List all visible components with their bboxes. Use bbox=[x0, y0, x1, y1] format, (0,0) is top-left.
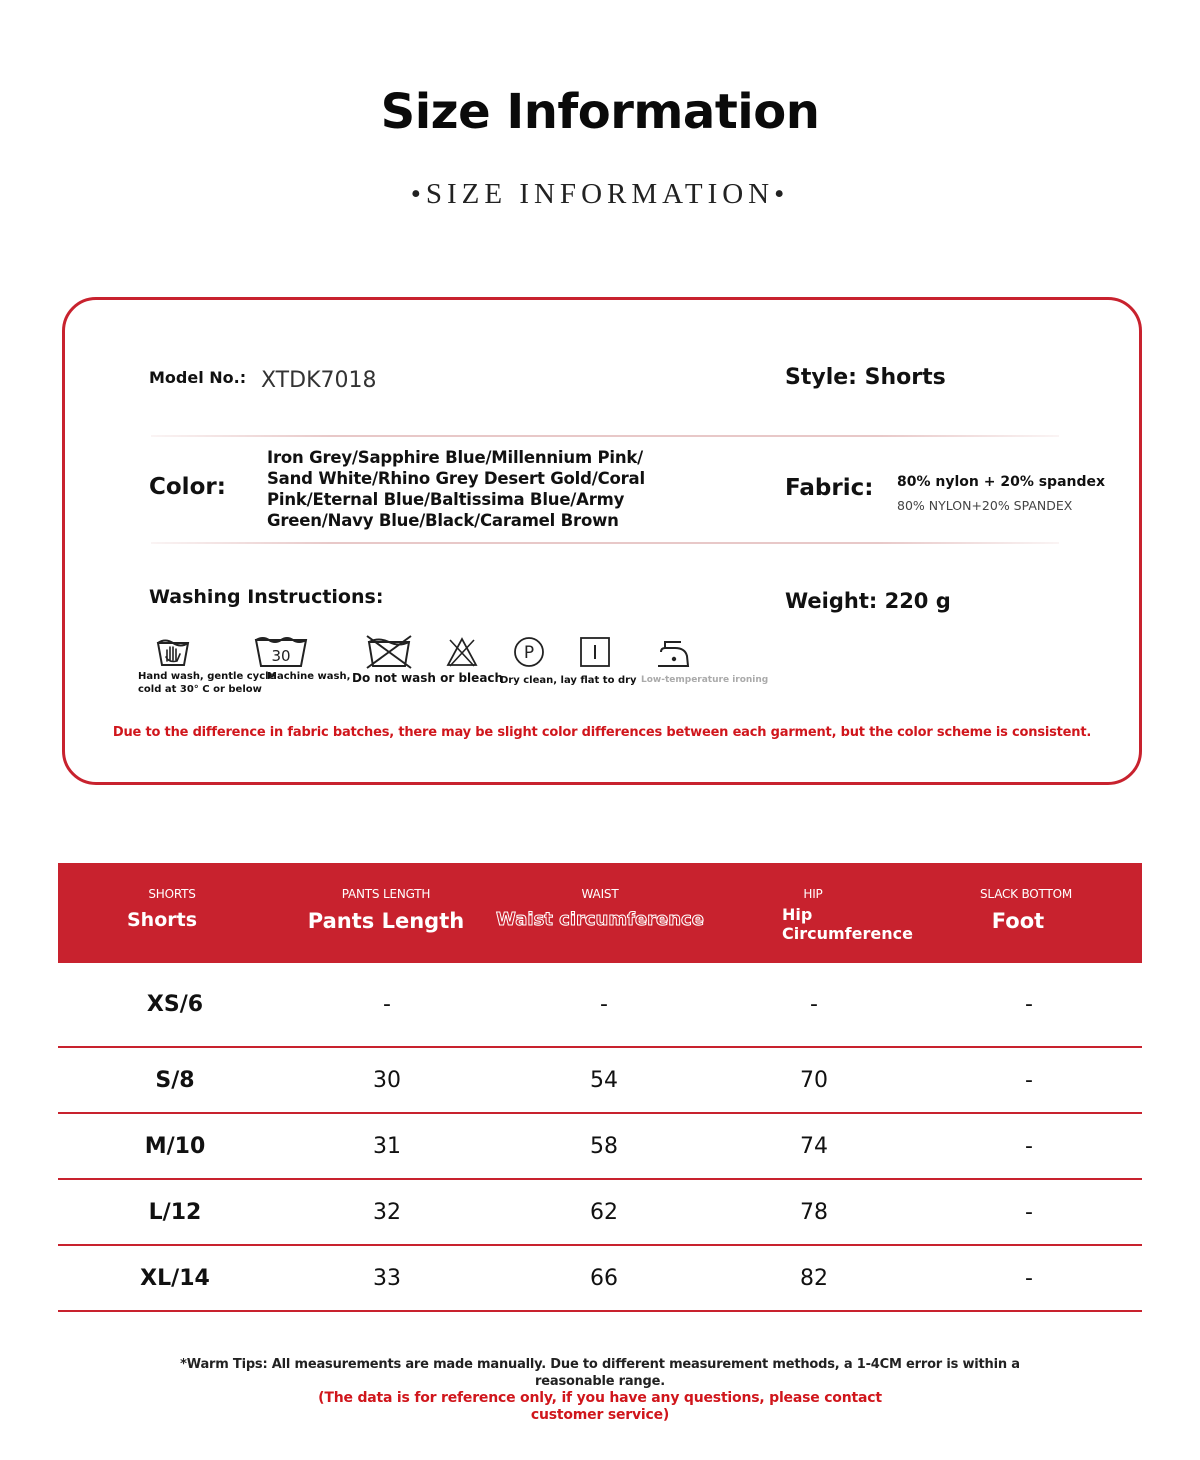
reference-note: (The data is for reference only, if you have any questions, please contact customer service) bbox=[318, 1390, 882, 1423]
wash-caption-5: Dry clean, lay flat to dry bbox=[500, 675, 637, 686]
model-label: Model No.: bbox=[149, 368, 247, 387]
fabric-value-caps: 80% NYLON+20% SPANDEX bbox=[897, 498, 1073, 513]
column-header-shorts bbox=[72, 863, 272, 963]
lay-flat-dry-icon bbox=[579, 636, 611, 668]
table-cell-waist: 54 bbox=[590, 1067, 618, 1093]
table-body bbox=[58, 963, 1142, 1312]
table-cell-hip: 74 bbox=[800, 1133, 828, 1159]
table-row bbox=[58, 1180, 1142, 1246]
wash-caption-2: Machine wash, bbox=[267, 671, 351, 682]
table-cell-size: XL/14 bbox=[140, 1265, 210, 1291]
table-cell-waist: 58 bbox=[590, 1133, 618, 1159]
column-header-hip bbox=[713, 863, 913, 963]
table-cell-length: 31 bbox=[373, 1133, 401, 1159]
table-cell-size: XS/6 bbox=[146, 992, 204, 1017]
table-cell-length: 32 bbox=[373, 1199, 401, 1225]
column-header-big: Waist circumference bbox=[496, 909, 704, 930]
machine-wash-30-icon bbox=[253, 636, 309, 668]
page-subtitle: •SIZE INFORMATION• bbox=[410, 178, 790, 210]
table-cell-size: L/12 bbox=[148, 1199, 202, 1225]
table-cell-length: - bbox=[383, 992, 391, 1017]
divider bbox=[151, 542, 1059, 544]
model-value: XTDK7018 bbox=[261, 368, 377, 393]
size-table bbox=[58, 863, 1142, 1312]
column-header-foot bbox=[926, 863, 1126, 963]
low-temp-iron-icon bbox=[655, 638, 691, 670]
dry-clean-p-icon bbox=[513, 636, 545, 668]
column-header-waist bbox=[480, 863, 720, 963]
column-header-big: Pants Length bbox=[307, 909, 465, 933]
wash-caption-1: Hand wash, gentle cycle bbox=[138, 671, 276, 682]
table-cell-foot: - bbox=[1025, 992, 1033, 1017]
column-header-big: Foot bbox=[991, 909, 1045, 933]
svg-text:P: P bbox=[523, 643, 535, 663]
color-value: Iron Grey/Sapphire Blue/Millennium Pink/ Sand White/Rhino Grey Desert Gold/Coral Pink/Eternal Blue/Baltissima Blue/Army Green/Navy Blue/Black/Caramel Brown bbox=[267, 448, 645, 530]
wash-caption-3: Do not wash or bleach bbox=[352, 671, 504, 685]
product-info-card bbox=[62, 297, 1142, 785]
title-wrap bbox=[380, 62, 820, 162]
column-header-big-2: Circumference bbox=[782, 924, 913, 943]
table-cell-foot: - bbox=[1025, 1067, 1033, 1093]
wash-caption-1b: cold at 30° C or below bbox=[138, 684, 262, 695]
column-header-small: HIP bbox=[803, 887, 823, 901]
divider bbox=[151, 435, 1059, 437]
table-row bbox=[58, 1246, 1142, 1312]
warm-tips: *Warm Tips: All measurements are made manually. Due to different measurement methods, a 1-4CM error is within a reasonable range. bbox=[180, 1357, 1020, 1389]
weight-label: Weight: 220 g bbox=[785, 589, 951, 613]
do-not-wash-icon bbox=[365, 634, 413, 670]
svg-text:30: 30 bbox=[271, 647, 291, 665]
table-cell-waist: - bbox=[600, 992, 608, 1017]
table-cell-hip: - bbox=[810, 992, 818, 1017]
color-notice: Due to the difference in fabric batches, there may be slight color differences between each garment, but the color scheme is consistent. bbox=[112, 725, 1092, 740]
table-cell-size: S/8 bbox=[155, 1067, 195, 1093]
wash-caption-7: Low-temperature ironing bbox=[641, 675, 769, 685]
column-header-pants-length bbox=[286, 863, 486, 963]
do-not-bleach-icon bbox=[445, 636, 479, 668]
table-cell-hip: 78 bbox=[800, 1199, 828, 1225]
fabric-label: Fabric: bbox=[785, 475, 874, 501]
column-header-small: WAIST bbox=[581, 887, 619, 901]
style-label: Style: Shorts bbox=[785, 365, 946, 390]
table-cell-waist: 62 bbox=[590, 1199, 618, 1225]
page-title: Size Information bbox=[380, 84, 820, 140]
table-cell-hip: 70 bbox=[800, 1067, 828, 1093]
table-row bbox=[58, 1048, 1142, 1114]
table-cell-length: 30 bbox=[373, 1067, 401, 1093]
column-header-small: PANTS LENGTH bbox=[341, 887, 431, 901]
column-header-big: Shorts bbox=[126, 909, 198, 931]
table-row bbox=[58, 963, 1142, 1048]
column-header-big: Hip bbox=[782, 905, 813, 924]
fabric-value: 80% nylon + 20% spandex bbox=[897, 474, 1106, 490]
table-cell-waist: 66 bbox=[590, 1265, 618, 1291]
table-cell-foot: - bbox=[1025, 1133, 1033, 1159]
table-row bbox=[58, 1114, 1142, 1180]
hand-wash-icon bbox=[155, 635, 191, 669]
table-cell-foot: - bbox=[1025, 1199, 1033, 1225]
table-cell-foot: - bbox=[1025, 1265, 1033, 1291]
column-header-small: SLACK BOTTOM bbox=[980, 887, 1072, 901]
washing-label: Washing Instructions: bbox=[149, 586, 384, 608]
table-header bbox=[58, 863, 1142, 963]
table-cell-size: M/10 bbox=[144, 1133, 206, 1159]
table-cell-length: 33 bbox=[373, 1265, 401, 1291]
color-label: Color: bbox=[149, 474, 226, 500]
column-header-small: SHORTS bbox=[148, 887, 196, 901]
table-cell-hip: 82 bbox=[800, 1265, 828, 1291]
